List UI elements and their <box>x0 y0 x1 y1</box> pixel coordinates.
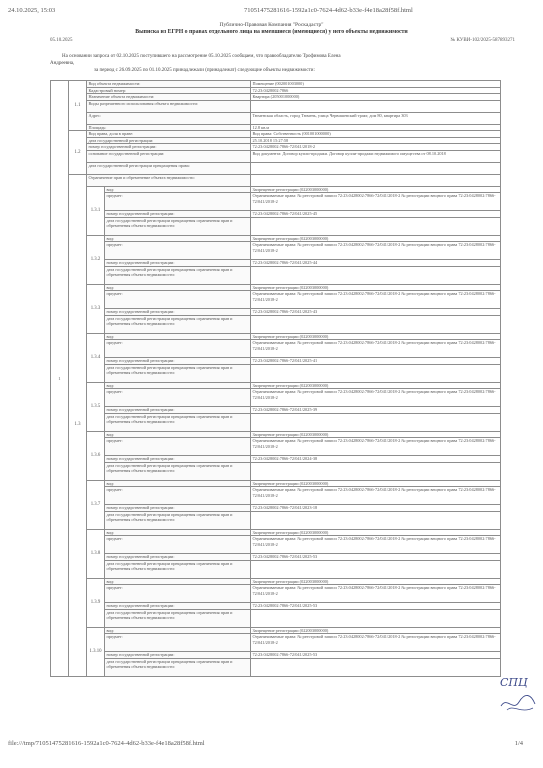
encumbrance-value: Запрещение регистрации (022003000000) <box>251 627 501 634</box>
encumbrance-value: Ограничиваемые права: № реестровой записи 72:23:0428002:7866-72/041/2018-2 № регистрации вещного права 72:23:0428002:7866-72/041/2018-2 <box>251 634 501 652</box>
signature-icon <box>497 672 539 718</box>
encumbrance-label: предмет: <box>105 340 251 358</box>
field-value <box>251 100 501 112</box>
encumbrance-value: Ограничиваемые права: № реестровой записи 72:23:0428002:7866-72/041/2018-2 № регистрации вещного права 72:23:0428002:7866-72/041/2018-2 <box>251 389 501 407</box>
encumbrance-value: Запрещение регистрации (022003000000) <box>251 382 501 389</box>
table-row <box>51 100 501 112</box>
table-row <box>51 462 501 480</box>
encumbrance-value: 72:23:0428002:7866-72/041/2025-39 <box>251 407 501 414</box>
field-value: Вид права: Собственность (001001000000) <box>251 131 501 138</box>
field-label: номер государственной регистрации: <box>87 144 251 151</box>
encumbrance-label: вид: <box>105 627 251 634</box>
field-label: Назначение объекта недвижимости: <box>87 94 251 101</box>
page-number: 1/4 <box>514 740 523 747</box>
field-value: Вид документа: Договор купли-продажи. Договор купли-продажи недвижимого имущества от 08.10.2018 <box>251 150 501 162</box>
encumbrance-value: 72:23:0428002:7866-72/041/2025-53 <box>251 652 501 659</box>
document-title: Выписка из ЕГРН о правах отдельного лица на имевшиеся (имеющиеся) у него объекты недвижимости <box>135 29 408 35</box>
table-row <box>51 112 501 124</box>
encumbrance-value: Запрещение регистрации (022003000000) <box>251 284 501 291</box>
object-index: 1 <box>51 81 69 677</box>
table-row <box>51 174 501 186</box>
encumbrance-label: номер государственной регистрации: <box>105 358 251 365</box>
encumbrance-label: вид: <box>105 480 251 487</box>
encumbrance-value <box>251 609 501 627</box>
encumbrance-value: 72:23:0428002:7866-72/041/2025-45 <box>251 211 501 218</box>
encumbrance-label: вид: <box>105 186 251 193</box>
document-date: 05.10.2025 <box>50 38 73 43</box>
encumbrance-label: вид: <box>105 529 251 536</box>
table-row <box>51 658 501 676</box>
encumbrance-value: Ограничиваемые права: № реестровой записи 72:23:0428002:7866-72/041/2018-2 № регистрации вещного права 72:23:0428002:7866-72/041/2018-2 <box>251 438 501 456</box>
print-date: 24.10.2025, 15:03 <box>8 7 56 14</box>
encumbrance-label: предмет: <box>105 389 251 407</box>
encumbrance-value: Запрещение регистрации (022003000000) <box>251 529 501 536</box>
field-value <box>251 174 501 186</box>
encumbrance-index: 1.3.7 <box>87 480 105 529</box>
encumbrance-label: дата государственной регистрации прекращения ограничения прав и обременения объекта недвижимости: <box>105 658 251 676</box>
encumbrance-label: вид: <box>105 333 251 340</box>
table-row <box>51 364 501 382</box>
field-label: дата государственной регистрации прекращения права: <box>87 162 251 174</box>
encumbrance-value <box>251 217 501 235</box>
encumbrance-value: Ограничиваемые права: № реестровой записи 72:23:0428002:7866-72/041/2018-2 № регистрации вещного права 72:23:0428002:7866-72/041/2018-2 <box>251 340 501 358</box>
encumbrance-value: Ограничиваемые права: № реестровой записи 72:23:0428002:7866-72/041/2018-2 № регистрации вещного права 72:23:0428002:7866-72/041/2018-2 <box>251 242 501 260</box>
encumbrance-label: вид: <box>105 284 251 291</box>
encumbrance-value: Запрещение регистрации (022003000000) <box>251 235 501 242</box>
field-label: основание государственной регистрации: <box>87 150 251 162</box>
encumbrance-value: Ограничиваемые права: № реестровой записи 72:23:0428002:7866-72/041/2018-2 № регистрации вещного права 72:23:0428002:7866-72/041/2018-2 <box>251 193 501 211</box>
encumbrance-label: номер государственной регистрации: <box>105 309 251 316</box>
encumbrance-label: дата государственной регистрации прекращения ограничения прав и обременения объекта недвижимости: <box>105 560 251 578</box>
encumbrance-value: Ограничиваемые права: № реестровой записи 72:23:0428002:7866-72/041/2018-2 № регистрации вещного права 72:23:0428002:7866-72/041/2018-2 <box>251 487 501 505</box>
field-value: 12.8 кв.м <box>251 124 501 131</box>
table-row <box>51 487 501 505</box>
field-value <box>251 162 501 174</box>
encumbrance-label: номер государственной регистрации: <box>105 652 251 659</box>
encumbrance-value: Ограничиваемые права: № реестровой записи 72:23:0428002:7866-72/041/2018-2 № регистрации вещного права 72:23:0428002:7866-72/041/2018-2 <box>251 291 501 309</box>
encumbrance-label: номер государственной регистрации: <box>105 260 251 267</box>
document-number: № КУВИ-102/2025-587893271 <box>450 38 515 43</box>
table-row <box>51 389 501 407</box>
encumbrance-index: 1.3.3 <box>87 284 105 333</box>
encumbrance-value: 72:23:0428002:7866-72/041/2025-41 <box>251 358 501 365</box>
encumbrance-label: дата государственной регистрации прекращения ограничения прав и обременения объекта недвижимости: <box>105 609 251 627</box>
table-row <box>51 242 501 260</box>
encumbrance-label: предмет: <box>105 291 251 309</box>
encumbrance-value: 72:23:0428002:7866-72/041/2024-38 <box>251 456 501 463</box>
field-label: Вид права, доля в праве: <box>87 131 251 138</box>
table-row <box>51 413 501 431</box>
field-value: Помещение (002001003000) <box>251 81 501 88</box>
encumbrance-index: 1.3.10 <box>87 627 105 676</box>
field-value: Квартира (205001000000) <box>251 94 501 101</box>
table-row <box>51 340 501 358</box>
encumbrance-label: номер государственной регистрации: <box>105 554 251 561</box>
table-row <box>51 315 501 333</box>
encumbrance-label: вид: <box>105 578 251 585</box>
table-row <box>51 291 501 309</box>
encumbrance-label: номер государственной регистрации: <box>105 456 251 463</box>
encumbrance-label: номер государственной регистрации: <box>105 505 251 512</box>
intro-line-3: за период с 26.09.2025 по 01.10.2025 принадлежали (принадлежат) следующие объекты недвижимости: <box>94 68 315 73</box>
intro-line-1: На основании запроса от 02.10.2025 поступившего на рассмотрение 05.10.2025 сообщаем, что правообладателю Трофимова Елена <box>62 54 341 59</box>
intro-line-2: Андреевна, <box>50 61 75 66</box>
encumbrance-value <box>251 462 501 480</box>
field-label: Адрес: <box>87 112 251 124</box>
field-label: Ограничение прав и обременение объекта недвижимости: <box>87 174 251 186</box>
table-row <box>51 585 501 603</box>
encumbrance-label: предмет: <box>105 585 251 603</box>
encumbrance-index: 1.3.8 <box>87 529 105 578</box>
encumbrance-label: дата государственной регистрации прекращения ограничения прав и обременения объекта недвижимости: <box>105 315 251 333</box>
signature-text: СПЦ <box>500 676 528 689</box>
table-row <box>51 511 501 529</box>
table-row <box>51 560 501 578</box>
encumbrance-label: вид: <box>105 235 251 242</box>
field-label: дата государственной регистрации: <box>87 137 251 144</box>
section-index: 1.2 <box>69 131 87 175</box>
encumbrance-value: Запрещение регистрации (022003000000) <box>251 186 501 193</box>
field-value: Тюменская область, город Тюмень, улица Червишевский тракт, дом 80, квартира 303 <box>251 112 501 124</box>
encumbrance-value <box>251 364 501 382</box>
encumbrance-label: вид: <box>105 431 251 438</box>
section-index: 1.3 <box>69 174 87 676</box>
section-index: 1.1 <box>69 81 87 131</box>
encumbrance-value <box>251 413 501 431</box>
encumbrance-label: предмет: <box>105 438 251 456</box>
field-label: Вид объекта недвижимости: <box>87 81 251 88</box>
encumbrance-value: 72:23:0428002:7866-72/041/2025-43 <box>251 309 501 316</box>
table-row <box>51 609 501 627</box>
encumbrance-value: Ограничиваемые права: № реестровой записи 72:23:0428002:7866-72/041/2018-2 № регистрации вещного права 72:23:0428002:7866-72/041/2018-2 <box>251 585 501 603</box>
encumbrance-label: предмет: <box>105 487 251 505</box>
table-row <box>51 150 501 162</box>
encumbrance-index: 1.3.4 <box>87 333 105 382</box>
encumbrance-label: предмет: <box>105 242 251 260</box>
encumbrance-value <box>251 560 501 578</box>
table-row <box>51 217 501 235</box>
encumbrance-value: Ограничиваемые права: № реестровой записи 72:23:0428002:7866-72/041/2018-2 № регистрации вещного права 72:23:0428002:7866-72/041/2018-2 <box>251 536 501 554</box>
field-value: 72:23:0428002:7866 <box>251 87 501 94</box>
encumbrance-index: 1.3.6 <box>87 431 105 480</box>
property-table <box>50 80 501 677</box>
encumbrance-label: предмет: <box>105 536 251 554</box>
encumbrance-label: дата государственной регистрации прекращения ограничения прав и обременения объекта недвижимости: <box>105 217 251 235</box>
encumbrance-index: 1.3.1 <box>87 186 105 235</box>
file-name: 71051475281616-1592a1c0-7624-4d62-b33e-f4e18a28f58f.html <box>244 7 413 14</box>
encumbrance-value <box>251 266 501 284</box>
organization-name: Публично-Правовая Компания "Роскадастр" <box>219 22 324 28</box>
table-row <box>51 438 501 456</box>
table-row <box>51 536 501 554</box>
encumbrance-value: 72:23:0428002:7866-72/041/2025-53 <box>251 554 501 561</box>
encumbrance-label: дата государственной регистрации прекращения ограничения прав и обременения объекта недвижимости: <box>105 266 251 284</box>
encumbrance-index: 1.3.9 <box>87 578 105 627</box>
encumbrance-value: Запрещение регистрации (022003000000) <box>251 333 501 340</box>
field-label: Кадастровый номер: <box>87 87 251 94</box>
table-row <box>51 634 501 652</box>
encumbrance-label: дата государственной регистрации прекращения ограничения прав и обременения объекта недвижимости: <box>105 462 251 480</box>
encumbrance-index: 1.3.2 <box>87 235 105 284</box>
encumbrance-label: предмет: <box>105 634 251 652</box>
encumbrance-label: дата государственной регистрации прекращения ограничения прав и обременения объекта недвижимости: <box>105 511 251 529</box>
encumbrance-value: Запрещение регистрации (022003000000) <box>251 480 501 487</box>
encumbrance-label: дата государственной регистрации прекращения ограничения прав и обременения объекта недвижимости: <box>105 364 251 382</box>
footer-url: file:///tmp/71051475281616-1592a1c0-7624-4d62-b33e-f4e18a28f58f.html <box>8 740 205 747</box>
field-value: 72:23:0428002:7866-72/041/2018-2 <box>251 144 501 151</box>
encumbrance-value: 72:23:0428002:7866-72/041/2023-18 <box>251 505 501 512</box>
encumbrance-index: 1.3.5 <box>87 382 105 431</box>
encumbrance-label: дата государственной регистрации прекращения ограничения прав и обременения объекта недвижимости: <box>105 413 251 431</box>
encumbrance-value <box>251 511 501 529</box>
encumbrance-label: предмет: <box>105 193 251 211</box>
encumbrance-label: номер государственной регистрации: <box>105 603 251 610</box>
table-row <box>51 193 501 211</box>
encumbrance-value <box>251 315 501 333</box>
encumbrance-value: Запрещение регистрации (022003000000) <box>251 578 501 585</box>
encumbrance-value: 72:23:0428002:7866-72/041/2025-53 <box>251 603 501 610</box>
table-row <box>51 266 501 284</box>
encumbrance-label: вид: <box>105 382 251 389</box>
field-label: Площадь: <box>87 124 251 131</box>
encumbrance-label: номер государственной регистрации: <box>105 211 251 218</box>
table-row <box>51 162 501 174</box>
encumbrance-value <box>251 658 501 676</box>
encumbrance-value: 72:23:0428002:7866-72/041/2025-44 <box>251 260 501 267</box>
encumbrance-value: Запрещение регистрации (022003000000) <box>251 431 501 438</box>
field-label: Виды разрешенного использования объекта недвижимости: <box>87 100 251 112</box>
encumbrance-label: номер государственной регистрации: <box>105 407 251 414</box>
field-value: 25.10.2018 15:27:58 <box>251 137 501 144</box>
